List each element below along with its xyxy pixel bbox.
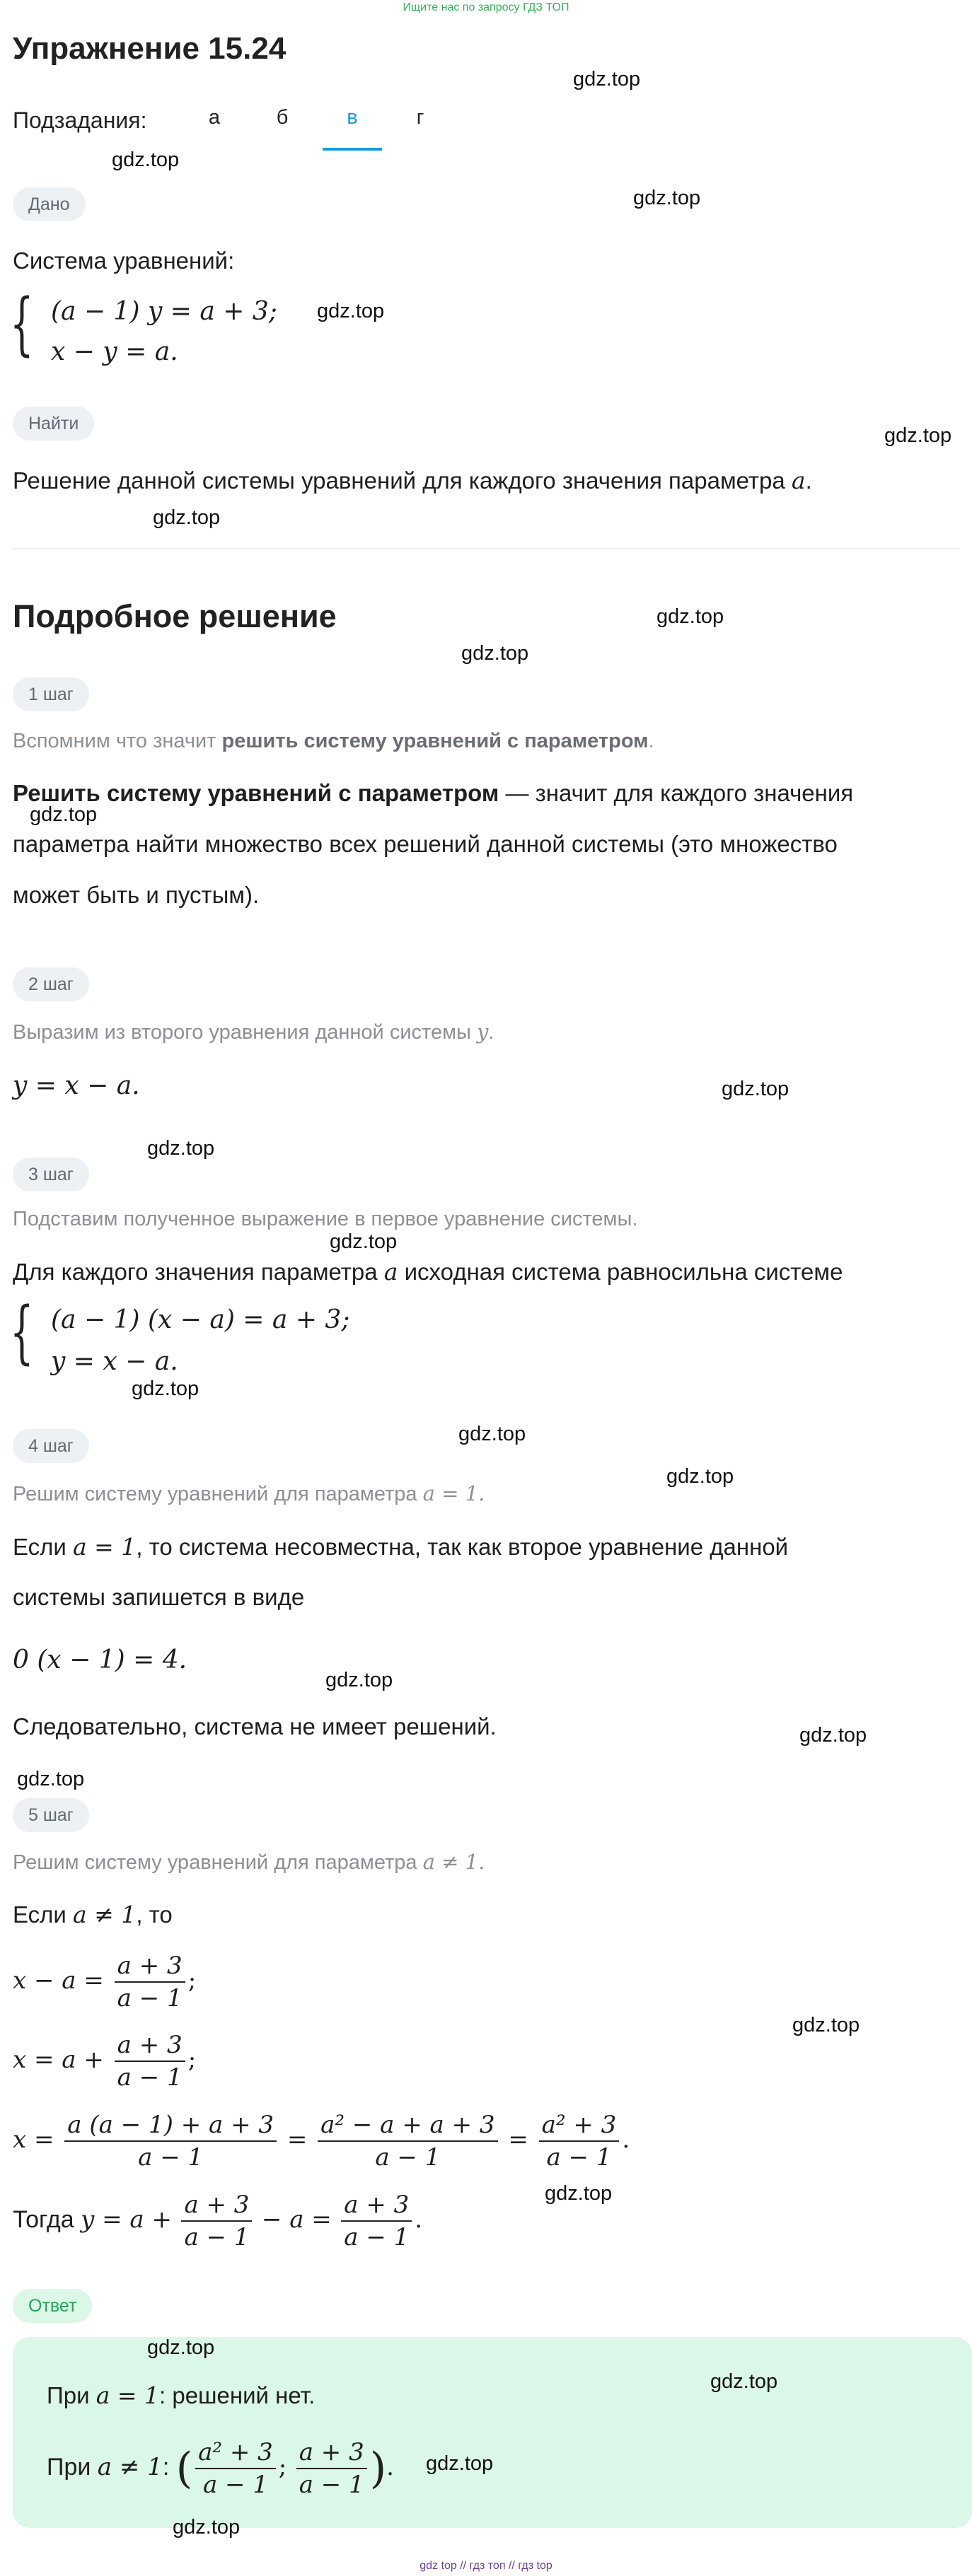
tab-b[interactable]: б [276, 106, 289, 129]
step1-hint: Вспомним что значит решить систему уравнений с параметром. [13, 730, 654, 752]
step5-line3: x = $\frac{a (a - 1) + a + 3}{a - 1}$ = $\frac{\text{a² − a + a + 3}}{a - 1}$ = $\frac{\text{a² + 3}}{a - 1}$ . [13, 2111, 630, 2172]
watermark: gdz.top [461, 642, 529, 665]
step3-eq1: (a − 1) (x − a) = a + 3; [51, 1305, 350, 1334]
tab-v[interactable]: в [347, 106, 358, 129]
step1-line1: Решить систему уравнений с параметром — значит для каждого значения [13, 780, 854, 806]
watermark: gdz.top [722, 1078, 789, 1100]
watermark: gdz.top [458, 1423, 526, 1445]
answer-line1: При a = 1: решений нет. [47, 2382, 316, 2409]
footer-links[interactable]: gdz top // гдз топ // гдз top [420, 2560, 552, 2572]
page-title: Упражнение 15.24 [13, 31, 287, 66]
watermark: gdz.top [710, 2370, 778, 2393]
system-brace-step3: { [10, 1293, 34, 1372]
watermark: gdz.top [330, 1230, 398, 1253]
step4-text-line2: системы запишется в виде [13, 1584, 305, 1610]
step5-badge: 5 шаг [13, 1798, 89, 1832]
step4-badge: 4 шаг [13, 1429, 89, 1463]
watermark: gdz.top [317, 300, 385, 322]
tab-g[interactable]: г [416, 106, 424, 129]
system-brace: { [10, 284, 34, 363]
answer-badge: Ответ [13, 2289, 92, 2323]
fraction: $\frac{\text{a² + 3}}{a - 1}$ [539, 2111, 620, 2172]
step5-line1: x − a = $\frac{a + 3}{a - 1}$ ; [13, 1952, 197, 2012]
top-banner[interactable]: Ищите нас по запросу ГДЗ ТОП [403, 1, 569, 13]
watermark: gdz.top [173, 2516, 241, 2539]
fraction: $\frac{a + 3}{a - 1}$ [296, 2438, 367, 2499]
find-badge: Найти [13, 407, 94, 441]
subtasks-label: Подзадания: [13, 107, 147, 133]
step3-hint: Подставим полученное выражение в первое уравнение системы. [13, 1208, 638, 1230]
step1-line2: параметра найти множество всех решений данной системы (это множество [13, 831, 838, 857]
answer-line2: При a ≠ 1: ( $\frac{\text{a² + 3}}{a - 1}$ ; $\frac{a + 3}{a - 1}$ ). [47, 2438, 394, 2499]
watermark: gdz.top [147, 1137, 215, 1160]
watermark: gdz.top [132, 1377, 199, 1400]
step4-hint: Решим систему уравнений для параметра a = 1. [13, 1481, 485, 1505]
step3-text: Для каждого значения параметра a исходная система равносильна системе [13, 1258, 843, 1286]
step5-then: Тогда y = a + $\frac{a + 3}{a - 1}$ − a = $\frac{a + 3}{a - 1}$ . [13, 2191, 423, 2251]
step5-hint: Решим систему уравнений для параметра a ≠ 1. [13, 1850, 485, 1874]
watermark: gdz.top [666, 1465, 734, 1488]
watermark: gdz.top [633, 187, 701, 209]
step3-eq2: y = x − a. [51, 1347, 178, 1376]
tab-a[interactable]: а [208, 106, 221, 129]
watermark: gdz.top [545, 2182, 613, 2205]
watermark: gdz.top [153, 506, 221, 529]
fraction: $\frac{a + 3}{a - 1}$ [115, 2031, 185, 2092]
watermark: gdz.top [325, 1669, 393, 1691]
fraction: $\frac{a + 3}{a - 1}$ [115, 1952, 185, 2012]
given-eq2: x − y = a. [51, 337, 178, 366]
step5-line2: x = a + $\frac{a + 3}{a - 1}$ ; [13, 2031, 197, 2092]
watermark: gdz.top [30, 803, 98, 826]
answer-box [13, 2337, 972, 2528]
step4-text: Если a = 1, то система несовместна, так как второе уравнение данной [13, 1533, 789, 1561]
find-text: Решение данной системы уравнений для каждого значения параметра a. [13, 467, 812, 494]
step2-equation: y = x − a. [13, 1071, 140, 1100]
watermark: gdz.top [792, 2014, 860, 2036]
step4-conclusion: Следовательно, система не имеет решений. [13, 1713, 497, 1739]
watermark: gdz.top [147, 2336, 215, 2359]
fraction: $\frac{a + 3}{a - 1}$ [341, 2191, 412, 2251]
given-intro: Система уравнений: [13, 247, 235, 274]
step3-badge: 3 шаг [13, 1158, 89, 1191]
given-eq1: (a − 1) y = a + 3; [51, 297, 277, 326]
watermark: gdz.top [656, 605, 724, 628]
step5-if: Если a ≠ 1, то [13, 1901, 173, 1928]
section-divider [13, 548, 959, 549]
watermark: gdz.top [112, 148, 180, 171]
given-badge: Дано [13, 187, 86, 221]
watermark: gdz.top [426, 2452, 494, 2475]
watermark: gdz.top [799, 1724, 867, 1747]
step1-line3: может быть и пустым). [13, 882, 260, 908]
watermark: gdz.top [884, 424, 952, 447]
step1-badge: 1 шаг [13, 677, 89, 711]
step4-equation: 0 (x − 1) = 4. [13, 1645, 187, 1674]
fraction: $\frac{a + 3}{a - 1}$ [181, 2191, 252, 2251]
solution-title: Подробное решение [13, 598, 337, 634]
watermark: gdz.top [17, 1768, 85, 1790]
fraction: $\frac{\text{a² + 3}}{a - 1}$ [195, 2438, 276, 2499]
step2-hint: Выразим из второго уравнения данной системы y. [13, 1020, 494, 1044]
active-tab-underline [323, 148, 382, 151]
watermark: gdz.top [573, 68, 641, 91]
step2-badge: 2 шаг [13, 967, 89, 1001]
fraction: $\frac{a (a - 1) + a + 3}{a - 1}$ [64, 2111, 277, 2172]
fraction: $\frac{\text{a² − a + a + 3}}{a - 1}$ [318, 2111, 497, 2172]
